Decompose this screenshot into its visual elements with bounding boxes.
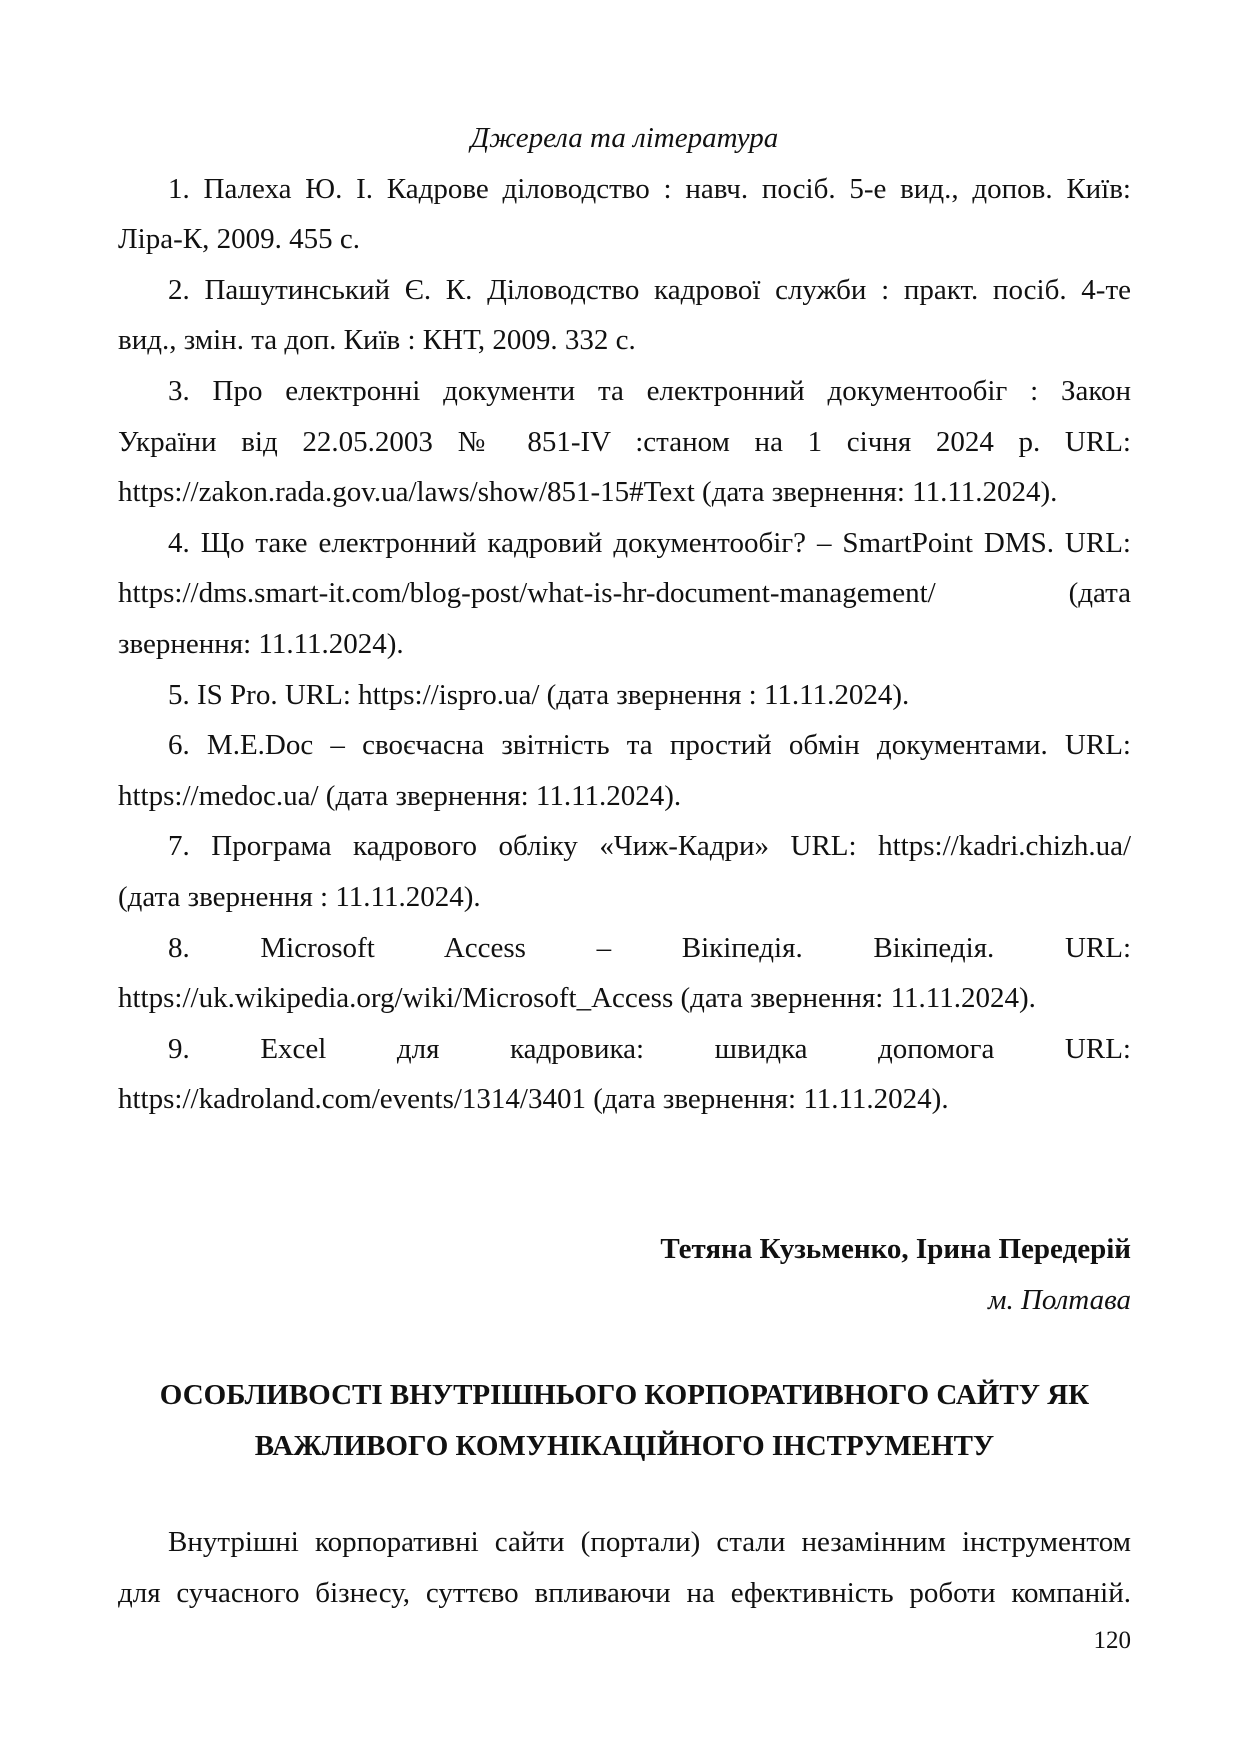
reference-line: 6. M.E.Doc – своєчасна звітність та простий обмін документами. URL: [168,729,1131,762]
article-body [118,1517,1131,1618]
reference-line: 2. Пашутинський Є. К. Діловодство кадрової служби : практ. посіб. 4-те [168,273,1131,306]
reference-item [118,1024,1131,1125]
reference-line: 4. Що таке електронний кадровий документообіг? – SmartPoint DMS. URL: [168,526,1131,559]
article-authors: Тетяна Кузьменко, Ірина Передерій [660,1233,1131,1265]
reference-line: https://zakon.rada.gov.ua/laws/show/851-15#Text (дата звернення: 11.11.2024). [118,476,1058,509]
reference-line: https://dms.smart-it.com/blog-post/what-is-hr-document-management/ (дата [118,577,1131,610]
reference-line: https://medoc.ua/ (дата звернення: 11.11.2024). [118,779,682,812]
references-section [118,113,1131,1125]
references-list [118,164,1131,1125]
reference-item [118,265,1131,366]
article-city: м. Полтава [987,1283,1131,1316]
article-title-line: ВАЖЛИВОГО КОМУНІКАЦІЙНОГО ІНСТРУМЕНТУ [254,1429,995,1462]
article-title-line: ОСОБЛИВОСТІ ВНУТРІШНЬОГО КОРПОРАТИВНОГО САЙТУ ЯК [159,1379,1090,1411]
body-line: Внутрішні корпоративні сайти (портали) стали незамінним інструментом [168,1526,1131,1558]
body-line: для сучасного бізнесу, суттєво впливаючи на ефективність роботи компаній. [118,1576,1131,1609]
references-heading: Джерела та література [470,122,779,154]
reference-item [118,366,1131,518]
reference-line: 7. Програма кадрового обліку «Чиж-Кадри» URL: https://kadri.chizh.ua/ [168,830,1131,863]
reference-line: 9. Excel для кадровика: швидка допомога URL: [168,1032,1131,1065]
reference-line: 5. IS Pro. URL: https://ispro.ua/ (дата звернення : 11.11.2024). [168,678,910,711]
reference-line: Ліра-К, 2009. 455 с. [118,223,360,256]
reference-line: https://kadroland.com/events/1314/3401 (дата звернення: 11.11.2024). [118,1083,949,1116]
article-byline [118,1224,1131,1325]
reference-item [118,821,1131,922]
reference-line: України від 22.05.2003 № 851-IV :станом на 1 січня 2024 р. URL: [118,425,1131,458]
article-title [118,1370,1131,1471]
reference-line: звернення: 11.11.2024). [118,627,404,660]
reference-line: (дата звернення : 11.11.2024). [118,880,481,913]
reference-item [118,164,1131,265]
reference-item [118,518,1131,670]
reference-line: 3. Про електронні документи та електронний документообіг : Закон [168,374,1131,407]
reference-line: вид., змін. та доп. Київ : КНТ, 2009. 332 с. [118,324,636,357]
reference-line: 8. Microsoft Access – Вікіпедія. Вікіпедія. URL: [168,931,1131,964]
page-number: 120 [1093,1627,1131,1654]
reference-line: https://uk.wikipedia.org/wiki/Microsoft_Access (дата звернення: 11.11.2024). [118,982,1036,1015]
reference-item [118,923,1131,1024]
reference-item [118,720,1131,821]
reference-item [118,670,1131,721]
reference-line: 1. Палеха Ю. І. Кадрове діловодство : навч. посіб. 5-е вид., допов. Київ: [168,172,1131,205]
